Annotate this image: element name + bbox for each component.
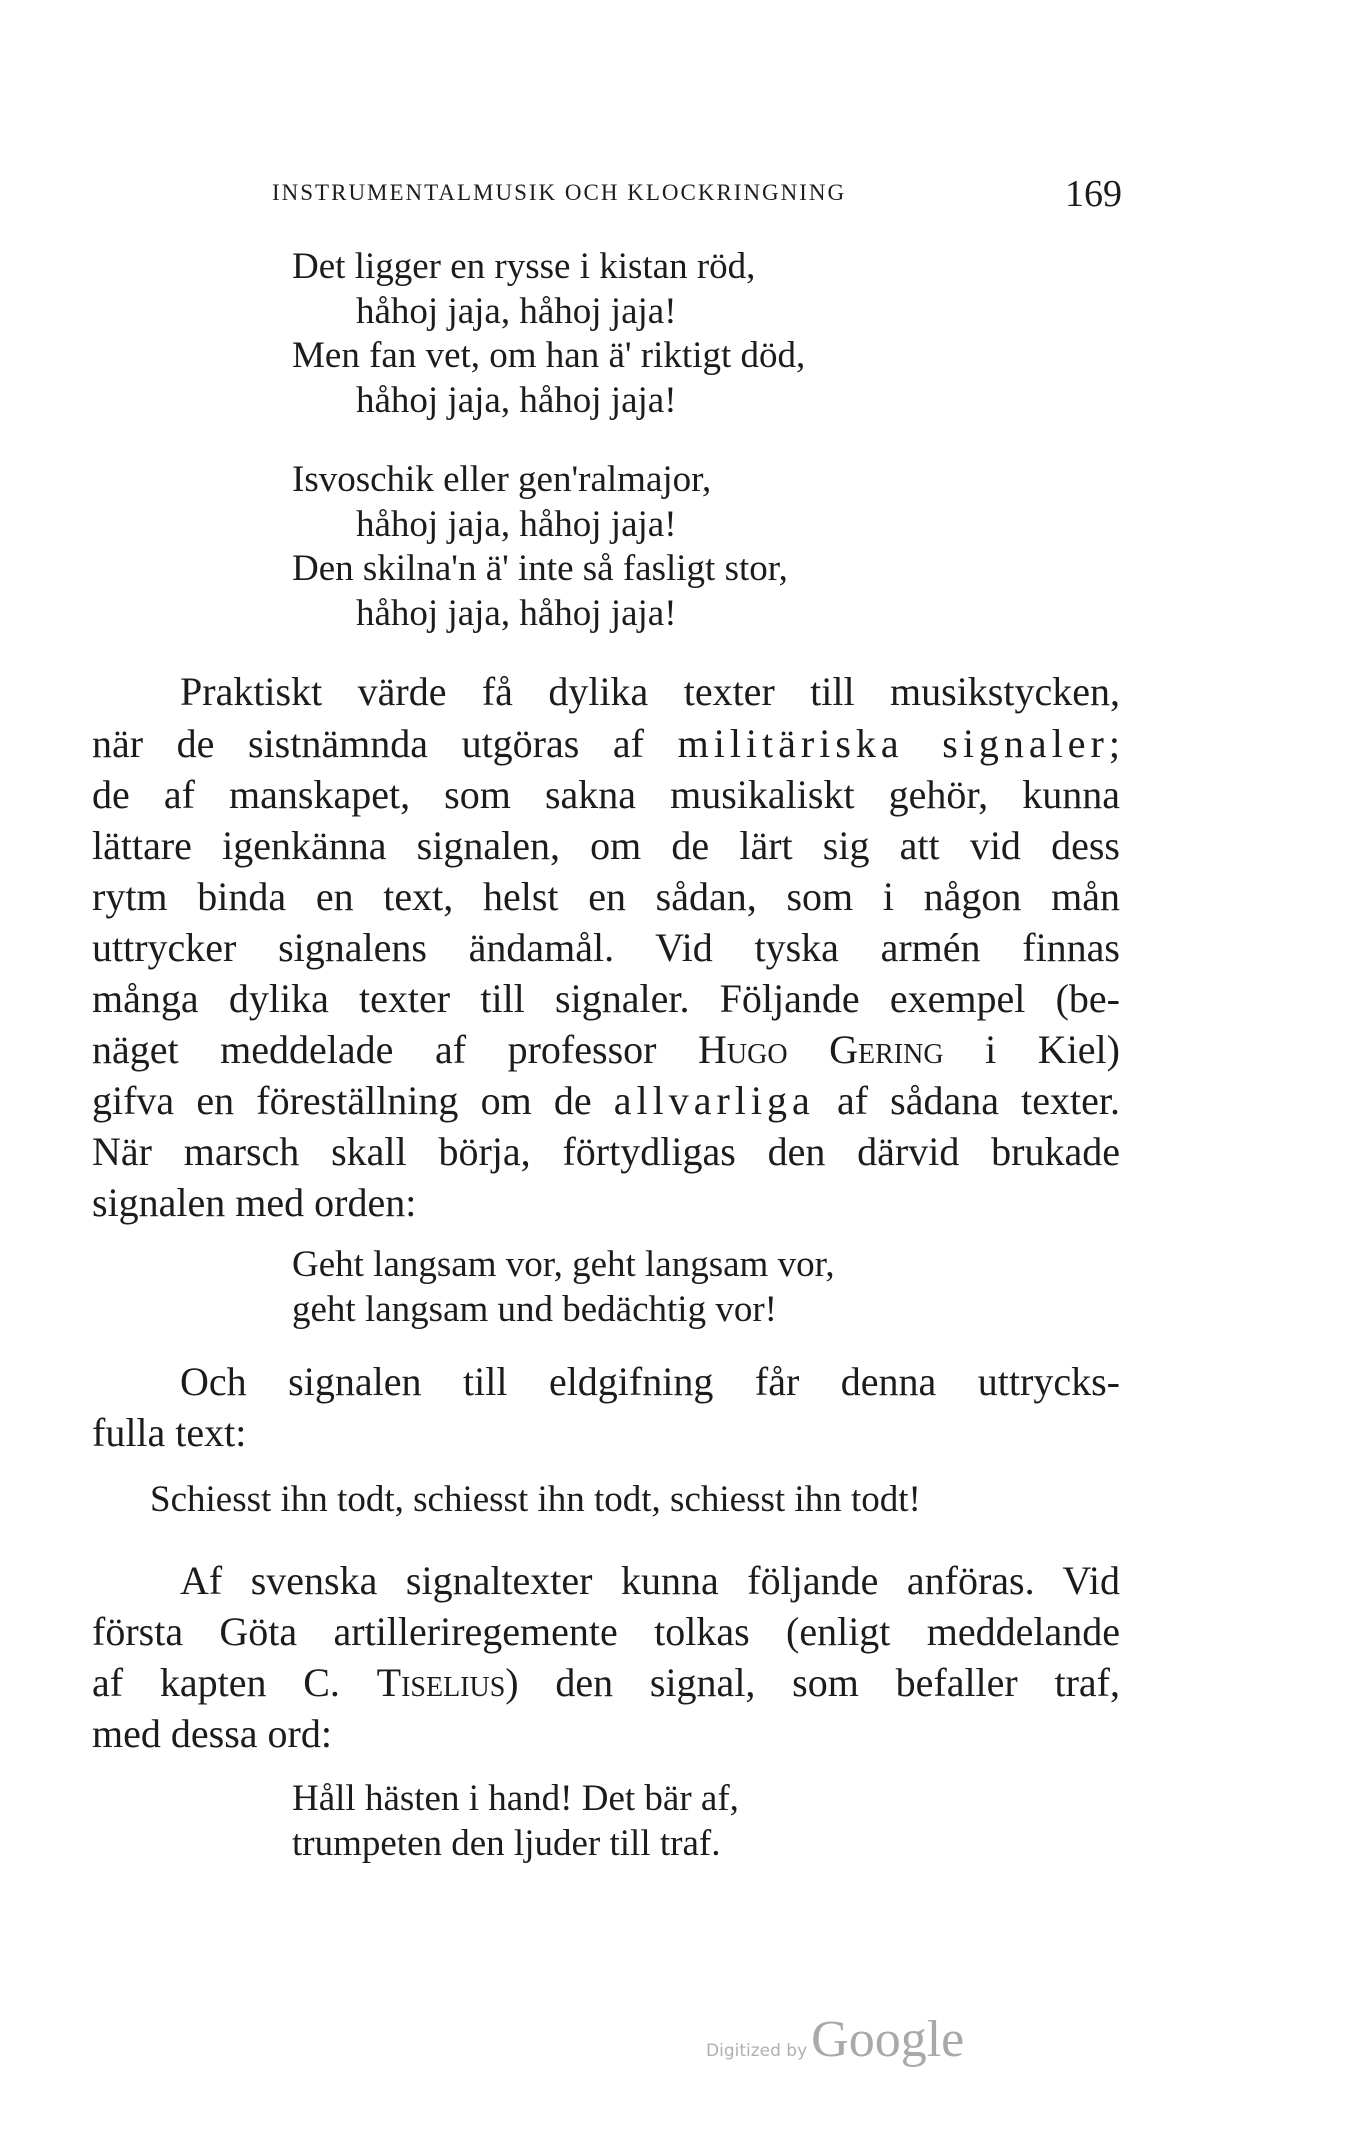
text-run: ) den signal, som befaller traf, bbox=[505, 1660, 1121, 1705]
paragraph-line: Praktiskt värde få dylika texter till musikstycken, bbox=[180, 669, 1120, 714]
emphasized-text: allvarliga bbox=[613, 1078, 815, 1123]
text-run: i Kiel) bbox=[943, 1027, 1120, 1072]
paragraph-line bbox=[92, 1026, 1120, 1073]
running-title: INSTRUMENTALMUSIK OCH KLOCKRINGNING bbox=[272, 180, 847, 205]
verse-line: håhoj jaja, håhoj jaja! bbox=[356, 291, 677, 332]
verse-line: geht langsam und bedächtig vor! bbox=[292, 1289, 777, 1330]
paragraph-line: rytm binda en text, helst en sådan, som i någon mån bbox=[92, 874, 1120, 919]
paragraph-line: med dessa ord: bbox=[92, 1711, 332, 1756]
verse-line: håhoj jaja, håhoj jaja! bbox=[356, 380, 677, 421]
text-run: gifva en föreställning om de bbox=[92, 1078, 614, 1123]
verse-line: Isvoschik eller gen'ralmajor, bbox=[292, 459, 712, 500]
text-run: af sådana texter. bbox=[814, 1078, 1121, 1123]
paragraph-line: signalen med orden: bbox=[92, 1180, 417, 1225]
person-name: Hugo Gering bbox=[698, 1027, 944, 1072]
verse-line: Men fan vet, om han ä' riktigt död, bbox=[292, 335, 806, 376]
paragraph-line: Af svenska signaltexter kunna följande anföras. Vid bbox=[180, 1558, 1120, 1603]
person-name: Tiselius bbox=[376, 1660, 506, 1705]
digitized-watermark bbox=[706, 2010, 1006, 2070]
paragraph-line: många dylika texter till signaler. Följande exempel (be- bbox=[92, 976, 1120, 1021]
paragraph-line: de af manskapet, som sakna musikaliskt gehör, kunna bbox=[92, 772, 1120, 817]
paragraph-line bbox=[92, 1077, 1120, 1124]
page-header bbox=[272, 173, 1122, 220]
verse-line: Schiesst ihn todt, schiesst ihn todt, schiesst ihn todt! bbox=[150, 1479, 921, 1520]
verse-line: Geht langsam vor, geht langsam vor, bbox=[292, 1244, 835, 1285]
text-run: af kapten C. bbox=[92, 1660, 377, 1705]
page-number: 169 bbox=[1065, 173, 1122, 215]
emphasized-text: militäriska signaler bbox=[677, 721, 1109, 766]
verse-line: Det ligger en rysse i kistan röd, bbox=[292, 246, 756, 287]
verse-line: Håll hästen i hand! Det bär af, bbox=[292, 1778, 739, 1819]
paragraph-line: fulla text: bbox=[92, 1410, 247, 1455]
google-logo: Google bbox=[811, 2011, 965, 2068]
paragraph-line: uttrycker signalens ändamål. Vid tyska armén finnas bbox=[92, 925, 1120, 970]
watermark-prefix: Digitized by bbox=[706, 2041, 808, 2061]
paragraph-line bbox=[92, 1659, 1120, 1706]
verse-line: håhoj jaja, håhoj jaja! bbox=[356, 504, 677, 545]
verse-line: Den skilna'n ä' inte så fasligt stor, bbox=[292, 548, 788, 589]
paragraph-line bbox=[92, 720, 1120, 767]
verse-line: håhoj jaja, håhoj jaja! bbox=[356, 593, 677, 634]
paragraph-line: Och signalen till eldgifning får denna uttrycks- bbox=[180, 1359, 1120, 1404]
paragraph-line: lättare igenkänna signalen, om de lärt sig att vid dess bbox=[92, 823, 1120, 868]
verse-line: trumpeten den ljuder till traf. bbox=[292, 1823, 721, 1864]
text-run: ; bbox=[1108, 721, 1121, 766]
text-run: näget meddelade af professor bbox=[92, 1027, 699, 1072]
paragraph-line: första Göta artilleriregemente tolkas (enligt meddelande bbox=[92, 1609, 1120, 1654]
text-run: när de sistnämnda utgöras af bbox=[92, 721, 678, 766]
paragraph-line: När marsch skall börja, förtydligas den därvid brukade bbox=[92, 1129, 1120, 1174]
